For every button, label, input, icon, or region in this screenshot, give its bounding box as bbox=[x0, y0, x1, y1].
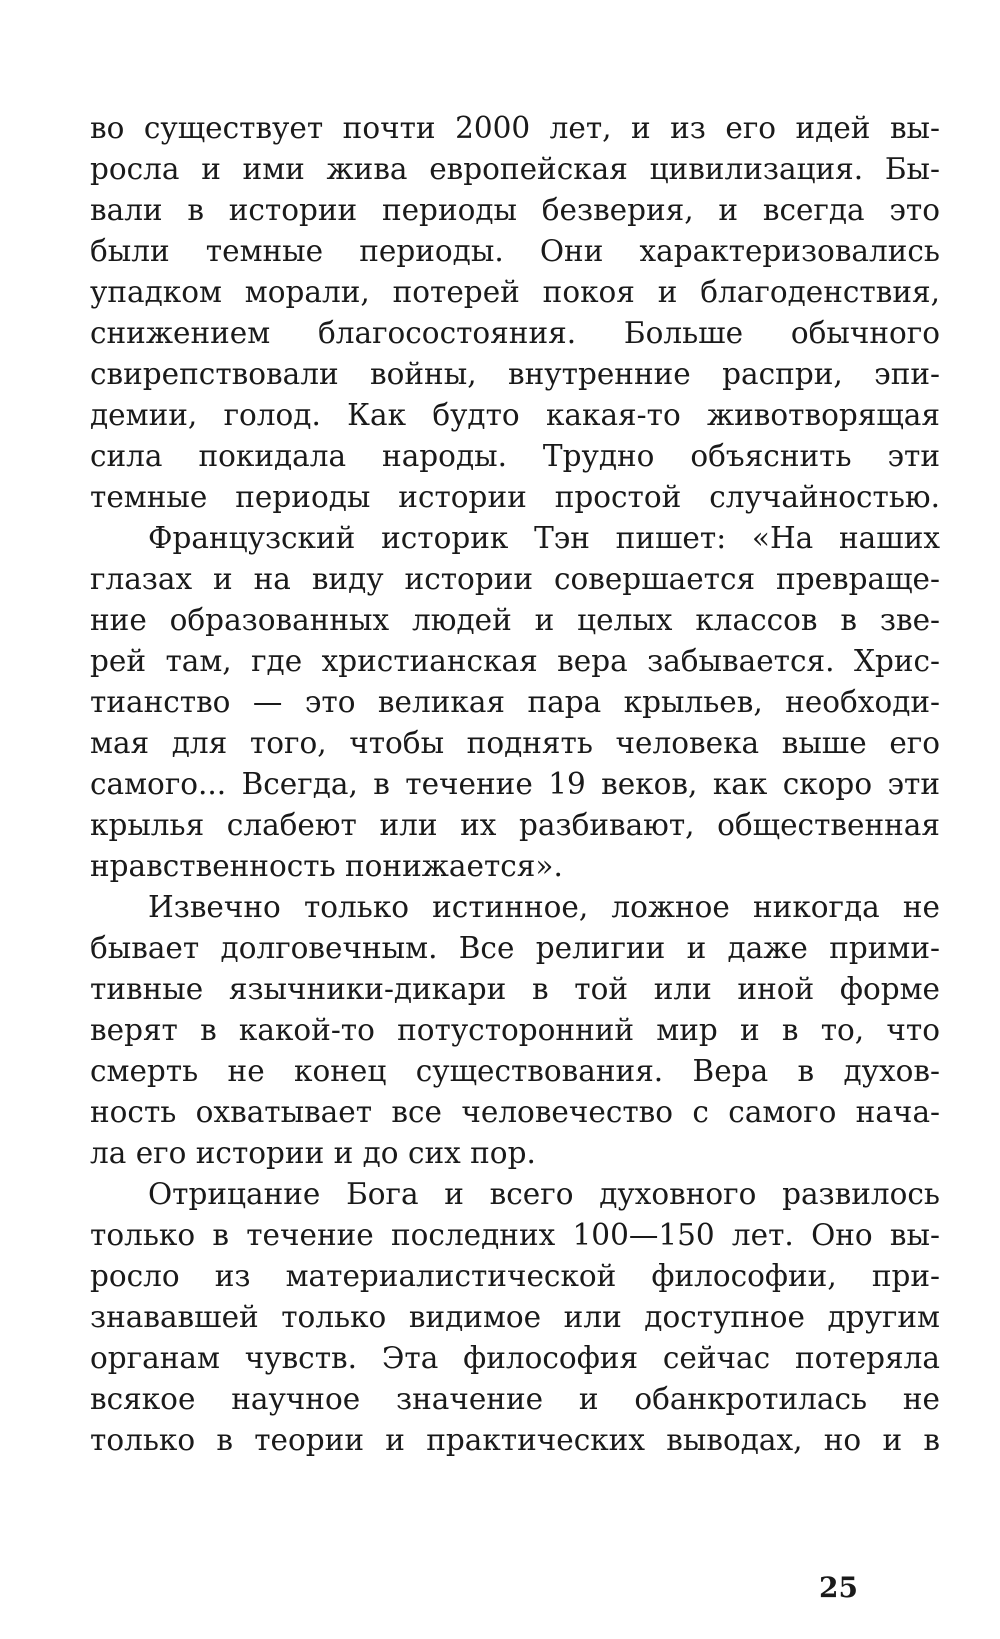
text-line: глазах и на виду истории совершается превраще- bbox=[90, 562, 940, 596]
text-line: бывает долговечным. Все религии и даже прими- bbox=[90, 931, 940, 965]
text-line: росло из материалистической философии, при- bbox=[90, 1259, 940, 1293]
text-line: крылья слабеют или их разбивают, общественная bbox=[90, 808, 940, 842]
text-line: демии, голод. Как будто какая-то животворящая bbox=[90, 398, 940, 432]
text-line: ность охватывает все человечество с самого нача- bbox=[90, 1095, 940, 1129]
text-line: сила покидала народы. Трудно объяснить эти bbox=[90, 439, 940, 473]
text-line: во существует почти 2000 лет, и из его идей вы- bbox=[90, 111, 940, 145]
paragraph-last-line: ла его истории и до сих пор. bbox=[90, 1136, 536, 1170]
paragraph-first-line: Отрицание Бога и всего духовного развилось bbox=[148, 1177, 940, 1211]
text-line: знававшей только видимое или доступное другим bbox=[90, 1300, 940, 1334]
text-line: органам чувств. Эта философия сейчас потеряла bbox=[90, 1341, 940, 1375]
text-line: росла и ими жива европейская цивилизация. Бы- bbox=[90, 152, 940, 186]
text-line: рей там, где христианская вера забывается. Хрис- bbox=[90, 644, 940, 678]
text-line: мая для того, чтобы поднять человека выше его bbox=[90, 726, 940, 760]
text-line: тианство — это великая пара крыльев, необходи- bbox=[90, 685, 940, 719]
text-line: упадком морали, потерей покоя и благоденствия, bbox=[90, 275, 940, 309]
text-line: только в теории и практических выводах, но и в bbox=[90, 1423, 940, 1457]
text-line: темные периоды истории простой случайностью. bbox=[90, 480, 940, 514]
text-line: только в течение последних 100—150 лет. Оно вы- bbox=[90, 1218, 940, 1252]
text-line: самого... Всегда, в течение 19 веков, как скоро эти bbox=[90, 767, 940, 801]
text-line: были темные периоды. Они характеризовались bbox=[90, 234, 940, 268]
text-line: вали в истории периоды безверия, и всегда это bbox=[90, 193, 940, 227]
text-line: свирепствовали войны, внутренние распри, эпи- bbox=[90, 357, 940, 391]
text-line: верят в какой-то потусторонний мир и в то, что bbox=[90, 1013, 940, 1047]
text-line: снижением благосостояния. Больше обычного bbox=[90, 316, 940, 350]
paragraph-first-line: Извечно только истинное, ложное никогда не bbox=[148, 890, 940, 924]
paragraph-last-line: нравственность понижается». bbox=[90, 849, 563, 883]
paragraph-first-line: Французский историк Тэн пишет: «На наших bbox=[148, 521, 940, 555]
text-line: всякое научное значение и обанкротилась не bbox=[90, 1382, 940, 1416]
text-line: тивные язычники-дикари в той или иной форме bbox=[90, 972, 940, 1006]
text-line: ние образованных людей и целых классов в зве- bbox=[90, 603, 940, 637]
page-number: 25 bbox=[819, 1571, 858, 1604]
text-line: смерть не конец существования. Вера в духов- bbox=[90, 1054, 940, 1088]
